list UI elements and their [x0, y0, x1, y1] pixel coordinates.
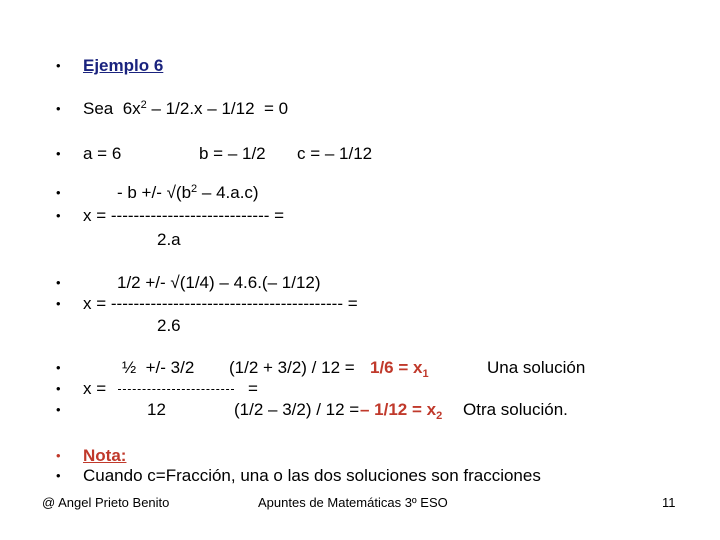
- bullet: •: [56, 101, 61, 116]
- footer-course: Apuntes de Matemáticas 3º ESO: [258, 495, 448, 510]
- solution-1-calc: (1/2 + 3/2) / 12 =: [229, 358, 355, 377]
- result-x-label: x =: [83, 379, 107, 398]
- bullet: •: [56, 58, 61, 73]
- bullet: •: [56, 185, 61, 200]
- note-text: Cuando c=Fracción, una o las dos soluciones son fracciones: [83, 466, 541, 485]
- result-denominator: 12: [147, 400, 166, 419]
- bullet: •: [56, 208, 61, 223]
- coefficient-c: c = – 1/12: [297, 144, 373, 163]
- substitution-denominator: 2.6: [157, 316, 181, 335]
- bullet: •: [56, 275, 61, 290]
- bullet: •: [56, 360, 61, 375]
- result-numerator: ½ +/- 3/2: [122, 358, 195, 377]
- equation: Sea $6x^2 - 1/2.x - 1/12 = 0$: [83, 99, 289, 118]
- bullet: •: [56, 402, 61, 417]
- solution-1-note: Una solución: [487, 358, 586, 377]
- solution-2-note: Otra solución.: [463, 400, 568, 419]
- fraction-bar: [118, 389, 234, 390]
- bullet: •: [56, 296, 61, 311]
- formula-numerator: - b +/- $√(b^2 - 4.a.c)$: [117, 183, 259, 202]
- slide-title: Ejemplo 6: [83, 56, 164, 75]
- solution-2-calc: (1/2 – 3/2) / 12 =: [234, 400, 360, 419]
- bullet: •: [56, 448, 61, 463]
- bullet: •: [56, 468, 61, 483]
- solution-2-value: – $1/12 = x_2$: [360, 400, 443, 422]
- solution-1-value: $1/6 = x_1$: [370, 358, 429, 380]
- coefficient-a: a = 6: [83, 144, 122, 163]
- bullet: •: [56, 381, 61, 396]
- substitution-numerator: 1/2 +/- √(1/4) – 4.6.(– 1/12): [117, 273, 321, 292]
- bullet: •: [56, 146, 61, 161]
- page-number: 11: [662, 495, 676, 510]
- footer-author: @ Angel Prieto Benito: [42, 495, 170, 510]
- formula-denominator: 2.a: [157, 230, 181, 249]
- formula-line: x = ---------------------------- =: [83, 206, 285, 225]
- coefficient-b: b = – 1/2: [199, 144, 266, 163]
- substitution-line: x = ----------------------------------------- =: [83, 294, 358, 313]
- result-eq-sign: =: [248, 379, 258, 398]
- note-label: Nota:: [83, 446, 127, 465]
